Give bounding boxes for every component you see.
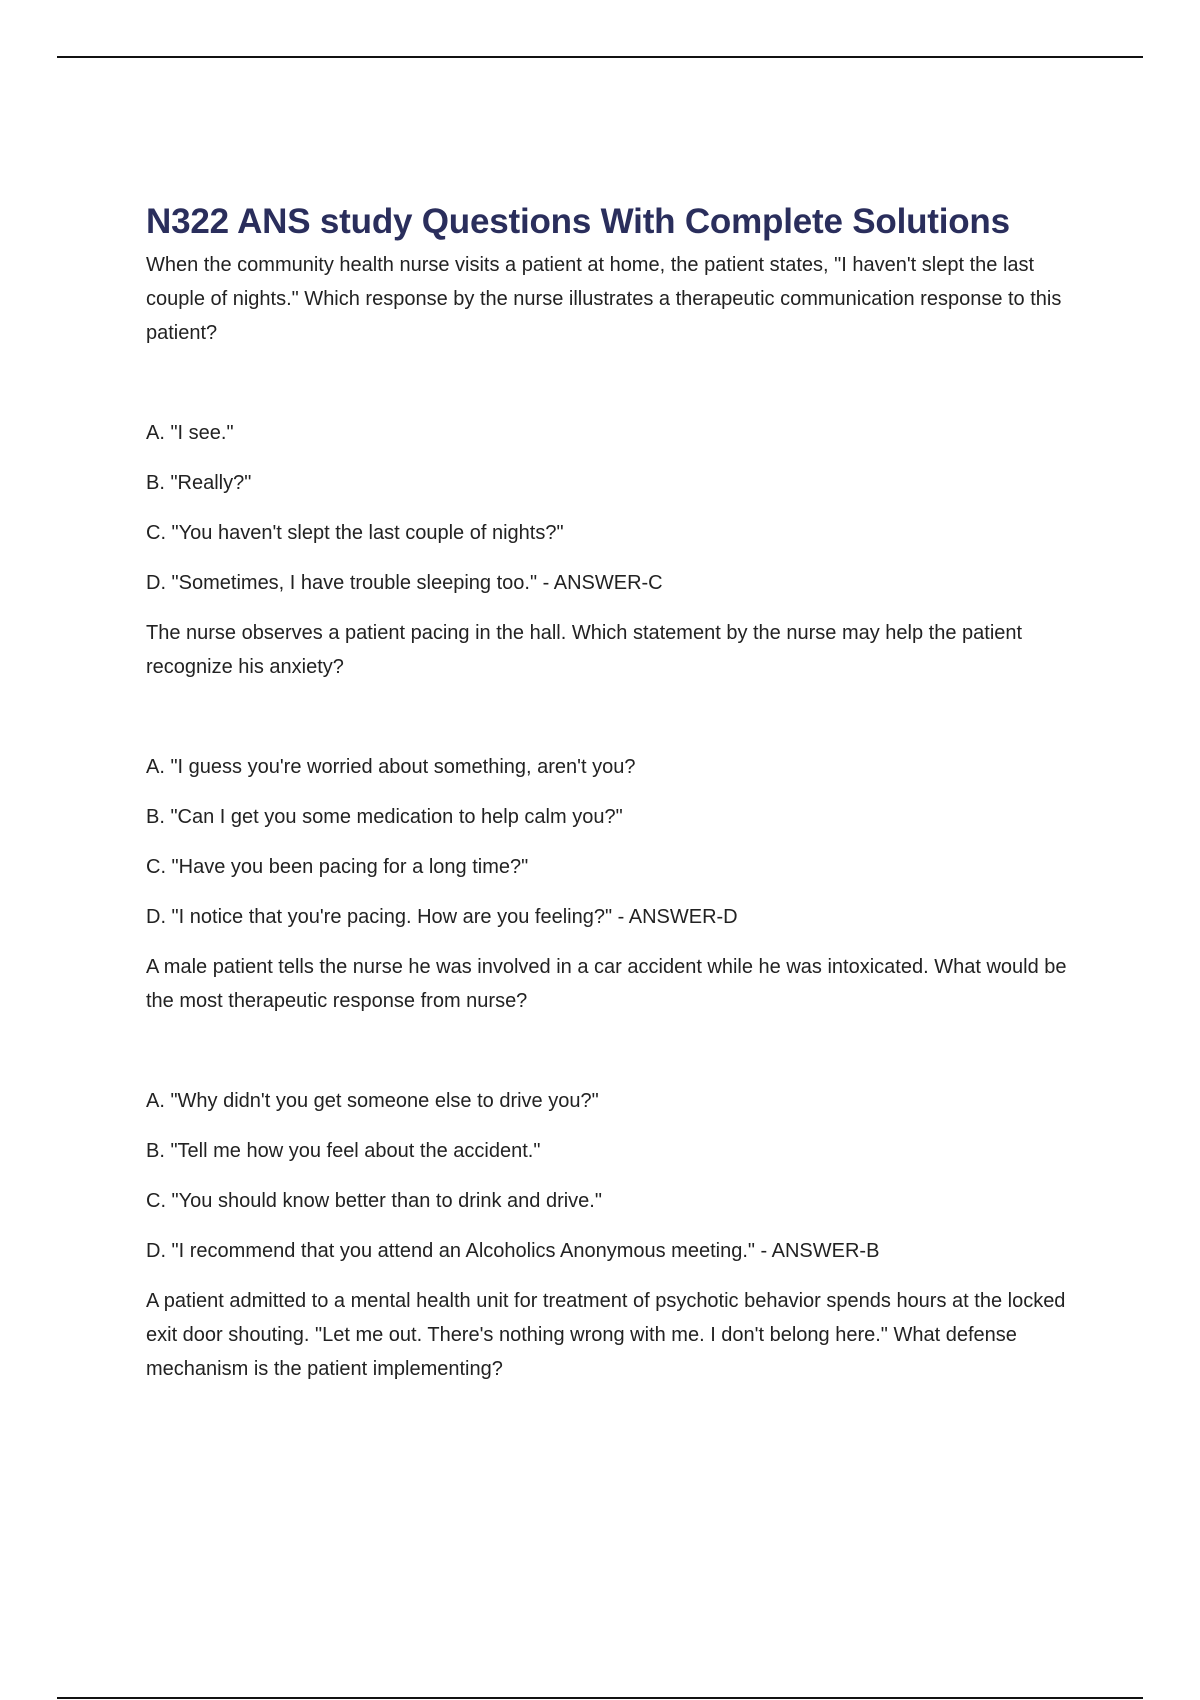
option-b: B. "Tell me how you feel about the accident." bbox=[146, 1140, 541, 1162]
question-text: When the community health nurse visits a patient at home, the patient states, "I haven't slept the last couple of nights." Which response by the nurse illustrates a therapeutic communication response to this patient? bbox=[146, 254, 1062, 344]
question-text: A patient admitted to a mental health unit for treatment of psychotic behavior spends hours at the locked exit door shouting. "Let me out. There's nothing wrong with me. I don't belong here." What defense mechanism is the patient implementing? bbox=[146, 1290, 1066, 1380]
question-block-3 bbox=[146, 950, 1091, 1284]
question-block-1 bbox=[146, 248, 1091, 616]
option-a: A. "Why didn't you get someone else to drive you?" bbox=[146, 1090, 599, 1112]
question-block-4 bbox=[146, 1284, 1091, 1386]
option-d-with-answer: D. "I recommend that you attend an Alcoholics Anonymous meeting." - ANSWER-B bbox=[146, 1240, 880, 1262]
top-rule bbox=[57, 56, 1143, 58]
option-b: B. "Can I get you some medication to help calm you?" bbox=[146, 806, 623, 828]
answer-options bbox=[146, 416, 1091, 616]
answer-options bbox=[146, 750, 1091, 950]
question-text: The nurse observes a patient pacing in the hall. Which statement by the nurse may help the patient recognize his anxiety? bbox=[146, 622, 1023, 678]
bottom-rule bbox=[57, 1697, 1143, 1699]
option-c: C. "Have you been pacing for a long time?" bbox=[146, 856, 529, 878]
document-title: N322 ANS study Questions With Complete Solutions bbox=[146, 202, 1010, 241]
option-c: C. "You haven't slept the last couple of nights?" bbox=[146, 522, 564, 544]
option-d-with-answer: D. "I notice that you're pacing. How are you feeling?" - ANSWER-D bbox=[146, 906, 738, 928]
answer-options bbox=[146, 1084, 1091, 1284]
question-block-2 bbox=[146, 616, 1091, 950]
document-body bbox=[146, 196, 1091, 1386]
question-text: A male patient tells the nurse he was involved in a car accident while he was intoxicated. What would be the most therapeutic response from nurse? bbox=[146, 956, 1067, 1012]
option-c: C. "You should know better than to drink and drive." bbox=[146, 1190, 602, 1212]
option-d-with-answer: D. "Sometimes, I have trouble sleeping too." - ANSWER-C bbox=[146, 572, 663, 594]
option-a: A. "I see." bbox=[146, 422, 234, 444]
option-a: A. "I guess you're worried about something, aren't you? bbox=[146, 756, 636, 778]
option-b: B. "Really?" bbox=[146, 472, 252, 494]
